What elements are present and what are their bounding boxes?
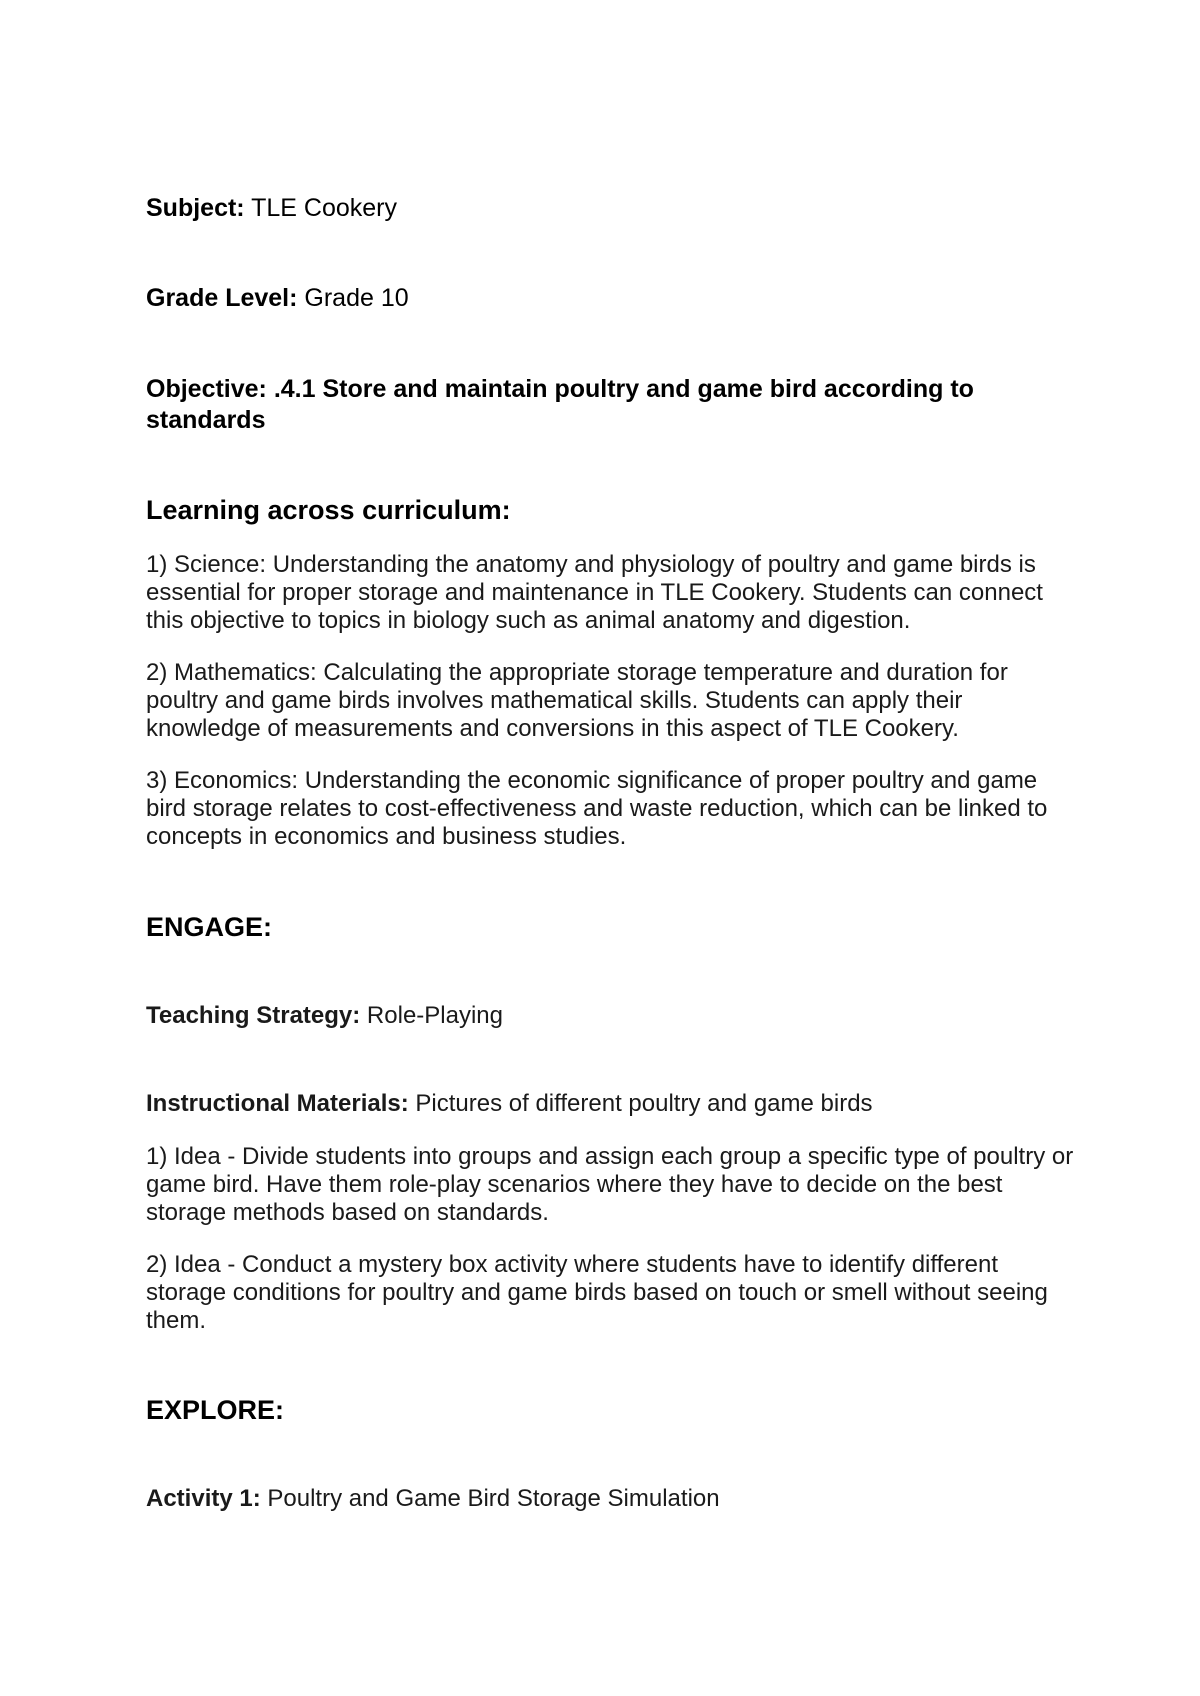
teaching-strategy-line <box>146 1002 1076 1030</box>
grade-level-line <box>146 283 1086 314</box>
instructional-materials-line <box>146 1090 1076 1118</box>
instructional-materials-label: Instructional Materials: <box>146 1090 409 1117</box>
objective-line <box>146 374 1086 436</box>
engage-idea-1: 1) Idea - Divide students into groups and assign each group a specific type of poultry or game bird. Have them role-play scenarios where they have to decide on the best storage methods based on standards. <box>146 1143 1074 1226</box>
activity-1-value: Poultry and Game Bird Storage Simulation <box>260 1485 720 1512</box>
learning-item-economics: 3) Economics: Understanding the economic significance of proper poultry and game bird storage relates to cost-effectiveness and waste reduction, which can be linked to concepts in economics and business studies. <box>146 767 1048 850</box>
grade-level-value: Grade 10 <box>297 284 409 312</box>
learning-across-curriculum-heading: Learning across curriculum: <box>146 495 511 525</box>
activity-1-label: Activity 1: <box>146 1485 261 1512</box>
learning-item-science: 1) Science: Understanding the anatomy and physiology of poultry and game birds is essential for proper storage and maintenance in TLE Cookery. Students can connect this objective to topics in biology such as animal anatomy and digestion. <box>146 551 1043 634</box>
engage-idea-2: 2) Idea - Conduct a mystery box activity where students have to identify different storage conditions for poultry and game birds based on touch or smell without seeing them. <box>146 1251 1048 1334</box>
subject-line <box>146 193 1086 224</box>
activity-1-line <box>146 1485 1076 1513</box>
learning-item-mathematics: 2) Mathematics: Calculating the appropriate storage temperature and duration for poultry and game birds involves mathematical skills. Students can apply their knowledge of measurements and conversions in this aspect of TLE Cookery. <box>146 659 1008 742</box>
teaching-strategy-value: Role-Playing <box>360 1002 503 1029</box>
explore-heading: EXPLORE: <box>146 1395 285 1425</box>
subject-label: Subject: <box>146 194 245 222</box>
engage-heading: ENGAGE: <box>146 912 273 942</box>
instructional-materials-value: Pictures of different poultry and game birds <box>408 1090 873 1117</box>
objective-label: Objective: <box>146 375 267 403</box>
subject-value: TLE Cookery <box>244 194 398 222</box>
grade-level-label: Grade Level: <box>146 284 298 312</box>
teaching-strategy-label: Teaching Strategy: <box>146 1002 361 1029</box>
objective-value: .4.1 Store and maintain poultry and game bird according to standards <box>146 375 974 434</box>
